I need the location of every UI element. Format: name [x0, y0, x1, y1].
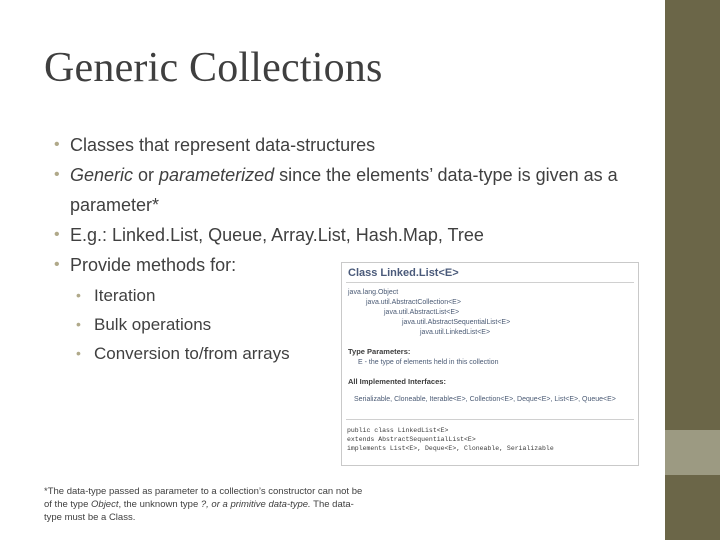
hierarchy-item: java.util.AbstractCollection<E> — [366, 299, 461, 306]
slide-title: Generic Collections — [44, 45, 383, 91]
footnote-emphasis: Object — [91, 499, 119, 510]
type-params-label: Type Parameters: — [348, 347, 411, 356]
bullet-emphasis: Generic — [70, 165, 134, 185]
bullet-emphasis: parameterized — [159, 165, 275, 185]
type-params-desc: E - the type of elements held in this collection — [358, 359, 499, 366]
bullet-item — [54, 220, 664, 250]
bullet-text: or — [133, 165, 160, 185]
sub-bullet-list — [76, 281, 336, 368]
sub-bullet-item: • Conversion to/from arrays — [76, 339, 336, 368]
sidebar-accent-band — [665, 430, 720, 475]
footnote-text: *The data-type passed as parameter to a collection’s constructor can not be of the type — [44, 486, 363, 510]
declaration-line: extends AbstractSequentialList<E> — [347, 436, 476, 443]
javadoc-screenshot — [341, 262, 639, 466]
bullet-text: since the elements’ data-type is given as a parameter* — [70, 165, 618, 215]
bullet-item — [54, 130, 664, 160]
bullet-text: E.g.: Linked.List, Queue, Array.List, Hash.Map, Tree — [70, 225, 484, 245]
hierarchy-item: java.util.AbstractList<E> — [384, 309, 460, 316]
javadoc-class-heading: Class Linked.List<E> — [348, 267, 459, 279]
main-bullet-list — [54, 130, 664, 280]
interfaces-label: All Implemented Interfaces: — [348, 377, 446, 386]
bullet-item — [54, 160, 664, 220]
hierarchy-item: java.util.LinkedList<E> — [420, 329, 491, 336]
footnote-text: , the unknown type — [118, 499, 201, 510]
declaration-line: implements List<E>, Deque<E>, Cloneable, Serializable — [347, 445, 554, 452]
hierarchy-item: java.util.AbstractSequentialList<E> — [402, 319, 511, 326]
footnote-text: The data-type must be a Class. — [44, 499, 354, 523]
interfaces-list: Serializable, Cloneable, Iterable<E>, Collection<E>, Deque<E>, List<E>, Queue<E> — [354, 396, 616, 403]
footnote — [44, 485, 368, 524]
footnote-emphasis: ?, or a primitive data-type. — [200, 499, 311, 510]
divider — [346, 282, 634, 283]
declaration-line: public class LinkedList<E> — [347, 427, 449, 434]
hierarchy-item: java.lang.Object — [348, 289, 399, 296]
bullet-text: Classes that represent data-structures — [70, 135, 376, 155]
sub-bullet-item: • Bulk operations — [76, 310, 336, 339]
bullet-text: Provide methods for: — [70, 255, 237, 275]
sub-bullet-item: • Iteration — [76, 281, 336, 310]
divider — [346, 419, 634, 420]
